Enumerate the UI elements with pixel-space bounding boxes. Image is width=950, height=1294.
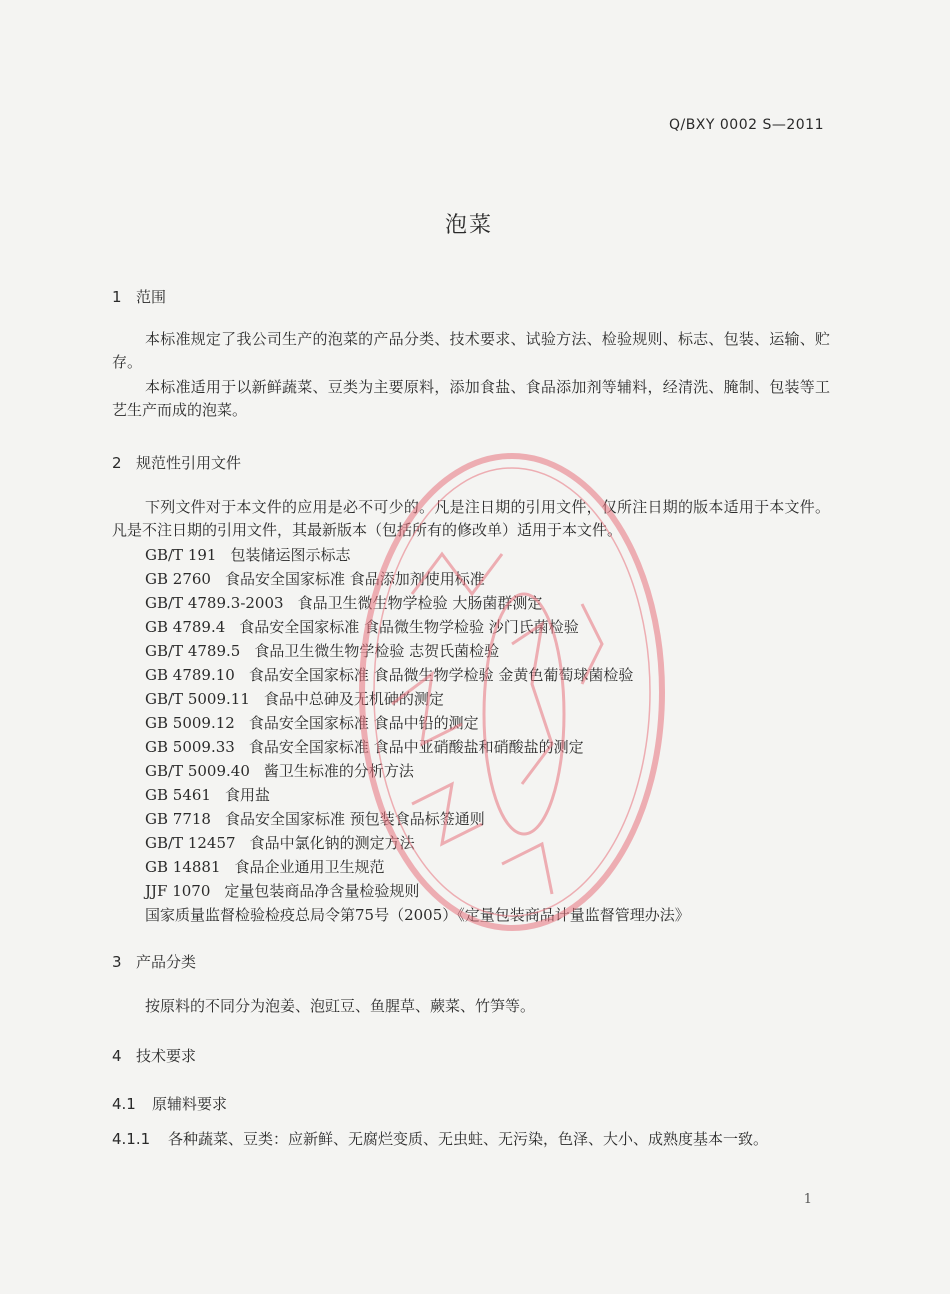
clause-text: 各种蔬菜、豆类：应新鲜、无腐烂变质、无虫蛀、无污染，色泽、大小、成熟度基本一致。 [168, 1130, 769, 1148]
section-title: 原辅料要求 [152, 1095, 228, 1113]
clause-4-1-1 [112, 1128, 768, 1149]
reference-item: GB/T 12457 食品中氯化钠的测定方法 [145, 834, 415, 852]
section-2-heading [112, 452, 241, 473]
reference-item: 国家质量监督检验检疫总局令第75号（2005）《定量包装商品计量监督管理办法》 [145, 906, 690, 924]
section-2-paragraph-1: 下列文件对于本文件的应用是必不可少的。凡是注日期的引用文件，仅所注日期的版本适用于本文件。凡是不注日期的引用文件，其最新版本（包括所有的修改单）适用于本文件。 [112, 498, 830, 539]
section-1-heading [112, 286, 166, 307]
reference-item: GB 2760 食品安全国家标准 食品添加剂使用标准 [145, 570, 485, 588]
document-title: 泡菜 [444, 213, 493, 238]
section-number: 4.1 [112, 1095, 136, 1113]
section-number: 3 [112, 953, 122, 971]
reference-item: GB/T 4789.3-2003 食品卫生微生物学检验 大肠菌群测定 [145, 594, 543, 612]
section-title: 技术要求 [136, 1047, 197, 1065]
reference-item: JJF 1070 定量包装商品净含量检验规则 [145, 882, 420, 900]
reference-item: GB 14881 食品企业通用卫生规范 [145, 858, 385, 876]
reference-item: GB 5461 食用盐 [145, 786, 270, 804]
clause-number: 4.1.1 [112, 1130, 151, 1148]
section-3-heading [112, 951, 196, 972]
reference-item: GB/T 191 包装储运图示标志 [145, 546, 351, 564]
page-number: 1 [803, 1192, 812, 1207]
reference-item: GB/T 5009.11 食品中总砷及无机砷的测定 [145, 690, 444, 708]
reference-item: GB 7718 食品安全国家标准 预包装食品标签通则 [145, 810, 485, 828]
reference-item: GB/T 5009.40 酱卫生标准的分析方法 [145, 762, 414, 780]
section-number: 4 [112, 1047, 122, 1065]
section-4-heading [112, 1045, 196, 1066]
reference-item: GB 4789.4 食品安全国家标准 食品微生物学检验 沙门氏菌检验 [145, 618, 579, 636]
section-1-paragraph-2: 本标准适用于以新鲜蔬菜、豆类为主要原料，添加食盐、食品添加剂等辅料，经清洗、腌制、包装等工艺生产而成的泡菜。 [112, 378, 830, 419]
reference-item: GB/T 4789.5 食品卫生微生物学检验 志贺氏菌检验 [145, 642, 500, 660]
reference-item: GB 4789.10 食品安全国家标准 食品微生物学检验 金黄色葡萄球菌检验 [145, 666, 634, 684]
reference-item: GB 5009.33 食品安全国家标准 食品中亚硝酸盐和硝酸盐的测定 [145, 738, 584, 756]
standard-number: Q/BXY 0002 S—2011 [668, 117, 824, 133]
section-number: 2 [112, 454, 122, 472]
section-4-1-heading [112, 1093, 227, 1114]
section-3-paragraph-1: 按原料的不同分为泡姜、泡豇豆、鱼腥草、蕨菜、竹笋等。 [145, 997, 536, 1015]
reference-item: GB 5009.12 食品安全国家标准 食品中铅的测定 [145, 714, 479, 732]
section-title: 范围 [136, 288, 167, 306]
section-title: 规范性引用文件 [136, 454, 242, 472]
section-number: 1 [112, 288, 122, 306]
section-1-paragraph-1: 本标准规定了我公司生产的泡菜的产品分类、技术要求、试验方法、检验规则、标志、包装、运输、贮存。 [112, 330, 830, 371]
section-title: 产品分类 [136, 953, 197, 971]
